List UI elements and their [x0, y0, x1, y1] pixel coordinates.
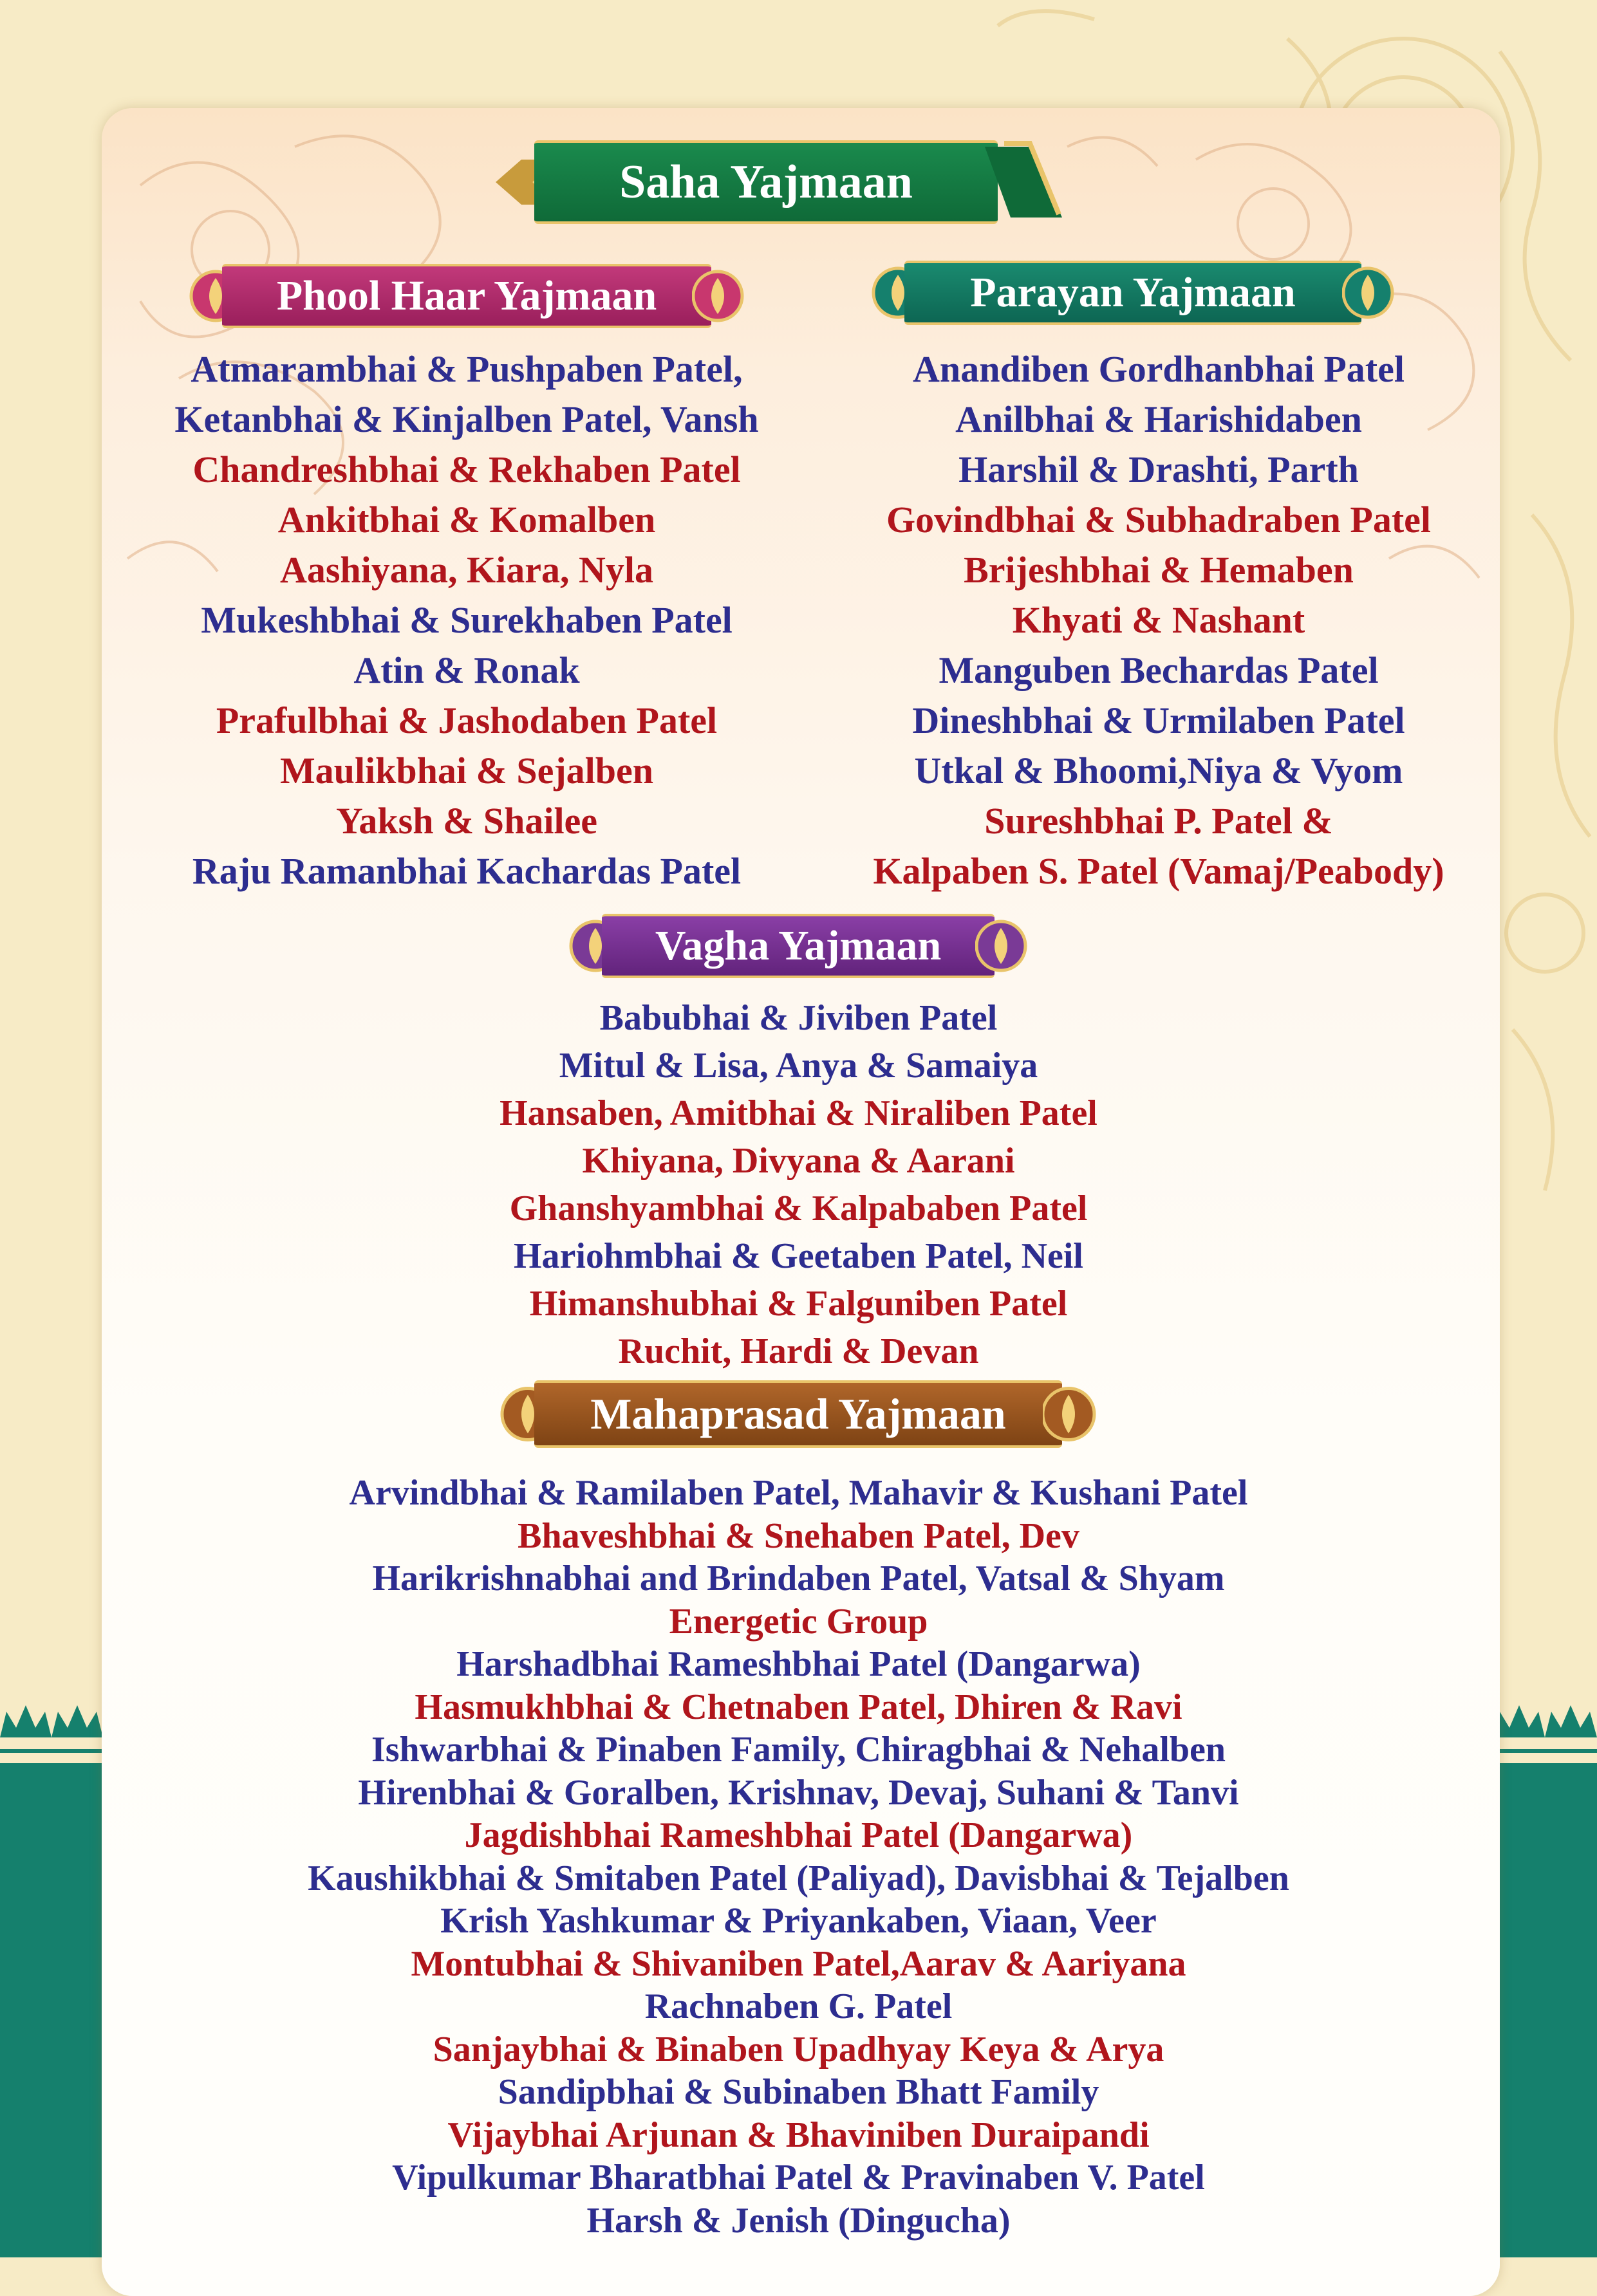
list-item: Arvindbhai & Ramilaben Patel, Mahavir & Kushani Patel — [349, 1473, 1248, 1513]
phool-haar-list — [103, 344, 830, 896]
list-item: Kalpaben S. Patel (Vamaj/Peabody) — [873, 850, 1444, 892]
list-item: Hariohmbhai & Geetaben Patel, Neil — [513, 1236, 1083, 1276]
mahaprasad-title — [534, 1380, 1062, 1448]
list-item: Kaushikbhai & Smitaben Patel (Paliyad), Davisbhai & Tejalben — [308, 1858, 1289, 1898]
vagha-banner — [563, 914, 1033, 978]
saha-yajmaan-banner — [496, 140, 1062, 224]
banner-ribbon-tail-icon — [985, 140, 1062, 224]
list-item: Harsh & Jenish (Dingucha) — [586, 2200, 1011, 2241]
list-item: Energetic Group — [669, 1601, 928, 1642]
list-item: Bhaveshbhai & Snehaben Patel, Dev — [518, 1515, 1079, 1556]
list-item: Dineshbhai & Urmilaben Patel — [912, 699, 1405, 741]
list-item: Sandipbhai & Subinaben Bhatt Family — [498, 2072, 1099, 2112]
list-item: Maulikbhai & Sejalben — [279, 750, 654, 792]
list-item: Brijeshbhai & Hemaben — [964, 549, 1354, 591]
list-item: Atin & Ronak — [353, 649, 580, 691]
vagha-title-text: Vagha Yajmaan — [655, 922, 942, 969]
right-ornament-icon — [1342, 261, 1400, 325]
list-item: Ishwarbhai & Pinaben Family, Chiragbhai & Nehalben — [371, 1730, 1226, 1770]
right-ornament-icon — [975, 914, 1033, 978]
list-item: Govindbhai & Subhadraben Patel — [886, 499, 1432, 541]
list-item: Aashiyana, Kiara, Nyla — [279, 549, 654, 591]
right-ornament-icon — [1043, 1380, 1101, 1448]
list-item: Babubhai & Jiviben Patel — [599, 998, 998, 1038]
right-ornament-icon — [692, 264, 750, 328]
list-item: Anilbhai & Harishidaben — [955, 398, 1362, 440]
list-item: Ankitbhai & Komalben — [277, 499, 656, 541]
phool-haar-banner — [183, 264, 750, 328]
parayan-list — [805, 344, 1513, 896]
mahaprasad-title-text: Mahaprasad Yajmaan — [590, 1389, 1006, 1438]
list-item: Manguben Bechardas Patel — [939, 649, 1379, 691]
list-item: Hansaben, Amitbhai & Niraliben Patel — [500, 1093, 1097, 1133]
list-item: Hirenbhai & Goralben, Krishnav, Devaj, Suhani & Tanvi — [358, 1772, 1239, 1813]
vagha-list — [0, 994, 1597, 1375]
list-item: Utkal & Bhoomi,Niya & Vyom — [914, 750, 1403, 792]
list-item: Vipulkumar Bharatbhai Patel & Pravinaben V. Patel — [392, 2158, 1205, 2198]
list-item: Chandreshbhai & Rekhaben Patel — [192, 449, 741, 490]
list-item: Mitul & Lisa, Anya & Samaiya — [559, 1046, 1038, 1086]
phool-haar-title — [222, 264, 711, 328]
mahaprasad-list — [0, 1472, 1597, 2242]
list-item: Hasmukhbhai & Chetnaben Patel, Dhiren & Ravi — [415, 1687, 1182, 1727]
list-item: Krish Yashkumar & Priyankaben, Viaan, Veer — [440, 1901, 1157, 1941]
list-item: Yaksh & Shailee — [335, 800, 598, 842]
list-item: Ruchit, Hardi & Devan — [618, 1331, 979, 1371]
list-item: Khyati & Nashant — [1012, 599, 1305, 641]
list-item: Ghanshyambhai & Kalpababen Patel — [509, 1189, 1088, 1228]
list-item: Harikrishnabhai and Brindaben Patel, Vatsal & Shyam — [372, 1559, 1225, 1598]
list-item: Himanshubhai & Falguniben Patel — [529, 1284, 1068, 1324]
list-item: Jagdishbhai Rameshbhai Patel (Dangarwa) — [464, 1815, 1133, 1855]
list-item: Khiyana, Divyana & Aarani — [582, 1141, 1015, 1181]
list-item: Mukeshbhai & Surekhaben Patel — [201, 599, 733, 641]
list-item: Anandiben Gordhanbhai Patel — [913, 348, 1405, 390]
phool-haar-title-text: Phool Haar Yajmaan — [276, 272, 657, 319]
list-item: Sureshbhai P. Patel & — [984, 800, 1333, 842]
mahaprasad-banner — [496, 1380, 1101, 1448]
list-item: Atmarambhai & Pushpaben Patel, — [191, 348, 743, 390]
parayan-title-text: Parayan Yajmaan — [970, 269, 1296, 316]
page-title-text: Saha Yajmaan — [619, 155, 913, 208]
page-title — [534, 140, 998, 224]
parayan-title — [904, 261, 1361, 325]
parayan-banner — [866, 261, 1400, 325]
list-item: Raju Ramanbhai Kachardas Patel — [192, 850, 742, 892]
list-item: Harshadbhai Rameshbhai Patel (Dangarwa) — [456, 1644, 1141, 1684]
list-item: Rachnaben G. Patel — [644, 1986, 953, 2026]
list-item: Harshil & Drashti, Parth — [958, 449, 1359, 490]
vagha-title — [602, 914, 995, 978]
list-item: Montubhai & Shivaniben Patel,Aarav & Aariyana — [411, 1943, 1186, 1984]
list-item: Sanjaybhai & Binaben Upadhyay Keya & Arya — [433, 2029, 1164, 2069]
list-item: Ketanbhai & Kinjalben Patel, Vansh — [174, 398, 759, 440]
list-item: Prafulbhai & Jashodaben Patel — [216, 699, 718, 741]
list-item: Vijaybhai Arjunan & Bhaviniben Duraipandi — [447, 2115, 1150, 2155]
